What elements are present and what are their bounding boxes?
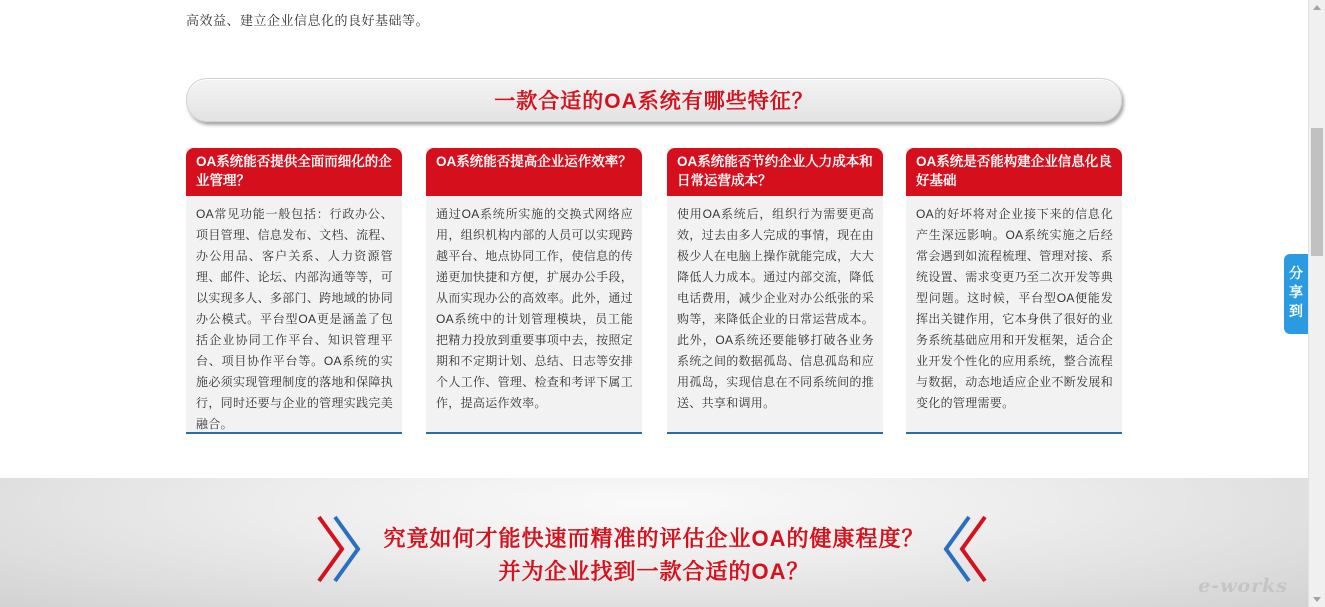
feature-card-body: 通过OA系统所实施的交换式网络应用，组织机构内部的人员可以实现跨越平台、地点协同工作，使信息的传递更加快捷和方便，扩展办公手段，从而实现办公的高效率。此外，通过OA系统中的计划管理模块，员工能把精力投放到重要事项中去，按照定期和不定期计划、总结、日志等安排个人工作、管理、检查和考评下属工作，提高运作效率。 [436, 207, 633, 410]
section-heading: 一款合适的OA系统有哪些特征？ [494, 90, 814, 113]
feature-card-title: OA系统能否节约企业人力成本和日常运营成本？ [667, 148, 883, 196]
feature-card-body: OA的好坏将对企业接下来的信息化产生深远影响。OA系统实施之后经常会遇到如流程梳理、管理对接、系统设置、需求变更乃至二次开发等典型问题。这时候，平台型OA便能发挥出关键作用，它本身供了很好的业务系统基础应用和开发框架，适合企业开发个性化的应用系统，整合流程与数据，动态地适应企业不断发展和变化的管理需要。 [916, 207, 1113, 410]
feature-card-title: OA系统能否提高企业运作效率？ [426, 148, 642, 196]
feature-card-body: OA常见功能一般包括：行政办公、项目管理、信息发布、文档、流程、办公用品、客户关系、人力资源管理、邮件、论坛、内部沟通等等，可以实现多人、多部门、跨地域的协同办公模式。平台型OA更是涵盖了包括企业协同工作平台、知识管理平台、项目协作平台等。OA系统的实施必须实现管理制度的落地和保障执行，同时还要与企业的管理实践完美融合。 [196, 207, 393, 431]
feature-card-management [186, 148, 402, 434]
feature-card-efficiency [426, 148, 642, 434]
feature-card-title: OA系统是否能构建企业信息化良好基础 [906, 148, 1122, 196]
section-heading-pill [186, 78, 1122, 122]
chevron-left-double-icon [942, 514, 988, 584]
feature-card-title: OA系统能否提供全面而细化的企业管理？ [186, 148, 402, 196]
vertical-scrollbar[interactable] [1308, 0, 1325, 607]
cta-line-2: 并为企业找到一款合适的OA？ [498, 559, 810, 584]
cta-line-1: 究竟如何才能快速而精准的评估企业OA的健康程度？ [383, 526, 925, 551]
eworks-watermark-logo: e-works [1198, 575, 1288, 597]
scroll-down-arrow-icon[interactable] [1313, 597, 1321, 602]
share-to-label: 分享到 [1289, 265, 1303, 319]
intro-tail-text: 高效益、建立企业信息化的良好基础等。 [186, 13, 430, 28]
cta-banner [0, 478, 1308, 607]
scrollbar-thumb[interactable] [1311, 128, 1323, 256]
scroll-up-arrow-icon[interactable] [1313, 5, 1321, 10]
feature-card-cost [667, 148, 883, 434]
feature-card-body: 使用OA系统后，组织行为需要更高效，过去由多人完成的事情，现在由极少人在电脑上操作就能完成，大大降低人力成本。通过内部交流，降低电话费用，减少企业对办公纸张的采购等，来降低企业的日常运营成本。此外，OA系统还要能够打破各业务系统之间的数据孤岛、信息孤岛和应用孤岛，实现信息在不同系统间的推送、共享和调用。 [677, 207, 874, 410]
feature-card-foundation [906, 148, 1122, 434]
share-to-button[interactable] [1284, 254, 1308, 334]
